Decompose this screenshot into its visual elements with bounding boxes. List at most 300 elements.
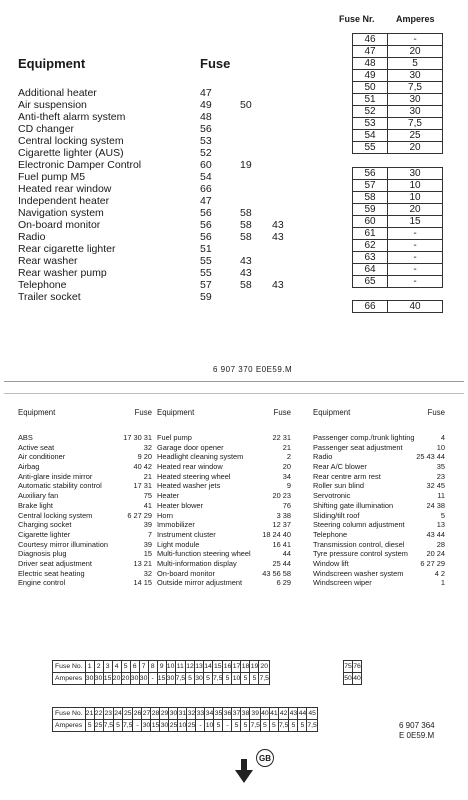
fuse-number-cell: 7	[139, 661, 148, 673]
equipment-row	[157, 472, 291, 482]
equipment-name: Air suspension	[18, 99, 87, 111]
equipment-name: Electronic Damper Control	[18, 159, 142, 171]
fuse-amperes: 30	[409, 168, 421, 179]
equipment-fuse-number: 43	[272, 279, 284, 291]
equipment-row	[313, 569, 445, 579]
equipment-row	[157, 549, 291, 559]
equipment-row	[313, 549, 445, 559]
equipment-name: Heated rear window	[18, 183, 112, 195]
equipment-row	[157, 462, 291, 472]
equipment-name: Electric seat heating	[18, 568, 85, 578]
fuse-number: 62	[353, 240, 388, 251]
fuse-rating-row	[353, 129, 442, 141]
equipment-name: Air conditioner	[18, 452, 66, 462]
fuse-amperes: 20	[409, 46, 421, 57]
fuse-number-cell: 35	[214, 708, 223, 720]
equipment-name: Independent heater	[18, 195, 110, 207]
equipment-rows	[157, 433, 291, 588]
amperes-cell: 7,5	[250, 720, 260, 732]
equipment-name: Cigarette lighter (AUS)	[18, 147, 124, 159]
amperes-cell: 5	[260, 720, 269, 732]
equipment-fuses: 2	[286, 452, 291, 462]
fuse-number: 63	[353, 252, 388, 263]
equipment-name: Heated steering wheel	[157, 471, 231, 481]
equipment-name: Heated washer jets	[157, 481, 221, 491]
amperes-cell: 5	[223, 673, 232, 685]
fuse-amperes: 30	[409, 106, 421, 117]
equipment-name: Telephone	[18, 279, 67, 291]
fuse-number-cell: 21	[85, 708, 94, 720]
fuse-number-cell: 1	[85, 661, 94, 673]
equipment-name: Additional heater	[18, 87, 97, 99]
fuse-rating-row	[353, 168, 442, 179]
fuse-amperes-table-2	[52, 707, 318, 732]
fuse-number-cell: 31	[178, 708, 187, 720]
amperes-cell: 5	[85, 720, 94, 732]
equipment-row	[18, 481, 152, 491]
equipment-fuse-number: 58	[240, 231, 252, 243]
fuse-number-cell: 5	[121, 661, 130, 673]
fuse-rating-row	[353, 81, 442, 93]
equipment-name: Anti-glare inside mirror	[18, 471, 93, 481]
equipment-row	[18, 549, 152, 559]
equipment-header: Equipment	[313, 408, 351, 417]
equipment-name: On-board monitor	[157, 568, 215, 578]
fuse-number-cell: 39	[250, 708, 260, 720]
amperes-cell: 5	[204, 673, 213, 685]
equipment-name: Immobilizer	[157, 520, 195, 530]
fuse-number-cell: 32	[187, 708, 196, 720]
fuse-number-cell: 34	[205, 708, 214, 720]
equipment-name: Trailer socket	[18, 291, 81, 303]
amperes-cell: 5	[269, 720, 278, 732]
part-number-top: 6 907 370 E0E59.M	[213, 365, 293, 374]
equipment-fuses: 35	[436, 462, 445, 472]
equipment-fuses: 44	[282, 549, 291, 559]
equipment-name: On-board monitor	[18, 219, 101, 231]
fuse-amperes: -	[413, 264, 417, 275]
equipment-column-2	[157, 408, 291, 588]
amperes-cell: 20	[121, 673, 130, 685]
fuse-amperes-table-1b	[343, 660, 362, 685]
fuse-heading: Fuse	[200, 56, 231, 71]
equipment-fuses: 22 31	[272, 433, 291, 442]
amperes-row	[53, 720, 318, 732]
amperes-cell: 7,5	[278, 720, 288, 732]
equipment-fuses: 6 27 29	[420, 558, 445, 568]
equipment-fuses: 1	[440, 578, 445, 588]
equipment-fuse-number: 19	[240, 159, 252, 171]
fuse-rating-row	[353, 191, 442, 203]
equipment-name: Auxiliary fan	[18, 491, 59, 501]
equipment-row	[18, 472, 152, 482]
equipment-fuse-number: 58	[240, 207, 252, 219]
equipment-fuses: 7	[147, 529, 152, 539]
fuse-amperes: -	[413, 240, 417, 251]
amperes-row	[344, 673, 362, 685]
equipment-fuse-number: 60	[200, 159, 212, 171]
fuse-number-cell: 2	[94, 661, 103, 673]
equipment-fuses: 17 31	[133, 481, 152, 491]
equipment-name: Multi-information display	[157, 558, 237, 568]
equipment-row	[313, 578, 445, 588]
equipment-row	[18, 520, 152, 530]
fuse-number-cell: 41	[269, 708, 278, 720]
equipment-name: Rear A/C blower	[313, 462, 367, 472]
fuse-number-cell: 30	[169, 708, 178, 720]
equipment-name: Driver seat adjustment	[18, 558, 92, 568]
fuse-rating-row	[353, 251, 442, 263]
equipment-fuses: 11	[437, 491, 445, 501]
fuse-number-cell: 45	[307, 708, 317, 720]
equipment-row	[18, 462, 152, 472]
equipment-fuse-number: 43	[240, 267, 252, 279]
fuse-rating-row	[353, 105, 442, 117]
amperes-cell: 30	[160, 720, 169, 732]
equipment-name: Window lift	[313, 558, 349, 568]
equipment-name: Passenger comp./trunk lighting	[313, 433, 415, 442]
equipment-heading: Equipment	[18, 56, 86, 71]
equipment-fuse-number: 43	[272, 219, 284, 231]
fuse-number: 49	[353, 70, 388, 81]
equipment-row	[157, 559, 291, 569]
fuse-group	[352, 300, 443, 313]
fuse-rating-row	[353, 263, 442, 275]
equipment-header: Equipment	[18, 408, 56, 417]
equipment-name: Charging socket	[18, 520, 72, 530]
equipment-fuses: 13	[436, 520, 445, 530]
equipment-name: Light module	[157, 539, 200, 549]
fuse-number-cell: 4	[112, 661, 121, 673]
fuse-number-cell: 18	[241, 661, 250, 673]
equipment-fuses: 21	[282, 442, 291, 452]
equipment-name: Horn	[157, 510, 174, 520]
equipment-name: Tyre pressure control system	[313, 549, 408, 559]
equipment-fuse-number: 52	[200, 147, 212, 159]
equipment-name: Diagnosis plug	[18, 549, 67, 559]
fuse-number-cell: 27	[142, 708, 151, 720]
fuse-number-cell: 17	[232, 661, 241, 673]
equipment-column-1	[18, 408, 152, 588]
equipment-fuses: 28	[436, 539, 445, 549]
equipment-row	[18, 530, 152, 540]
equipment-fuses: 4 2	[434, 568, 445, 578]
fuse-number-cell: 42	[278, 708, 288, 720]
equipment-fuses: 76	[282, 500, 291, 510]
fuse-rating-row	[353, 45, 442, 57]
equipment-name: Rear cigarette lighter	[18, 243, 116, 255]
equipment-fuses: 20	[282, 462, 291, 472]
equipment-fuse-number: 47	[200, 195, 212, 207]
fuse-number-header: Fuse Nr.	[339, 14, 375, 24]
equipment-name: Servotronic	[313, 491, 351, 501]
column-header	[313, 408, 445, 420]
fuse-amperes: 5	[412, 58, 418, 69]
fuse-number: 50	[353, 82, 388, 93]
fuse-number-cell: 40	[260, 708, 269, 720]
equipment-fuses: 25 43 44	[416, 452, 445, 462]
fuse-amperes: 20	[409, 204, 421, 215]
equipment-fuses: 10	[436, 442, 445, 452]
equipment-fuse-number: 56	[200, 219, 212, 231]
part-number-line-1: 6 907 364	[399, 721, 435, 730]
fuse-rating-row	[353, 179, 442, 191]
fuse-header: Fuse	[273, 408, 291, 417]
fuse-number: 59	[353, 204, 388, 215]
fuse-no-label: Fuse No.	[53, 661, 86, 673]
fuse-number: 65	[353, 276, 388, 287]
equipment-fuses: 6 27 29	[127, 510, 152, 520]
equipment-fuse-number: 54	[200, 171, 212, 183]
fuse-rating-row	[353, 215, 442, 227]
fuse-number-cell: 23	[103, 708, 113, 720]
equipment-row	[18, 569, 152, 579]
amperes-cell: 25	[94, 720, 103, 732]
equipment-fuses: 17 30 31	[123, 433, 152, 442]
equipment-row	[313, 559, 445, 569]
amperes-cell: 15	[157, 673, 166, 685]
equipment-name: Airbag	[18, 462, 40, 472]
equipment-fuses: 9 20	[137, 452, 152, 462]
equipment-fuses: 21	[143, 471, 152, 481]
equipment-fuse-number: 43	[240, 255, 252, 267]
fuse-number-cell: 14	[204, 661, 213, 673]
equipment-row	[313, 443, 445, 453]
equipment-name: Steering column adjustment	[313, 520, 405, 530]
equipment-fuses: 16 41	[272, 539, 291, 549]
fuse-number-cell: 22	[94, 708, 103, 720]
equipment-row	[313, 530, 445, 540]
equipment-row	[157, 578, 291, 588]
equipment-fuse-number: 58	[240, 279, 252, 291]
fuse-number: 56	[353, 168, 388, 179]
amperes-cell: 30	[166, 673, 175, 685]
equipment-row	[313, 472, 445, 482]
equipment-row	[157, 443, 291, 453]
equipment-name: Central locking system	[18, 135, 124, 147]
amperes-cell: 30	[85, 673, 94, 685]
equipment-name: Passenger seat adjustment	[313, 442, 403, 452]
equipment-row	[157, 481, 291, 491]
amperes-cell: 7,5	[103, 720, 113, 732]
equipment-fuses: 40 42	[133, 462, 152, 472]
fuse-number: 58	[353, 192, 388, 203]
fuse-number-cell: 38	[241, 708, 250, 720]
equipment-fuses: 32	[143, 568, 152, 578]
equipment-fuses: 15	[143, 549, 152, 559]
fuse-number: 64	[353, 264, 388, 275]
equipment-row	[157, 501, 291, 511]
equipment-fuse-number: 57	[200, 279, 212, 291]
fuse-number-cell: 15	[213, 661, 223, 673]
equipment-name: Active seat	[18, 442, 55, 452]
equipment-fuse-number: 43	[272, 231, 284, 243]
fuse-number-cell: 36	[223, 708, 232, 720]
equipment-fuses: 24 38	[426, 500, 445, 510]
amperes-cell: 7,5	[175, 673, 185, 685]
fuse-number-cell: 75	[344, 661, 353, 673]
fuse-number-cell: 44	[298, 708, 307, 720]
equipment-name: Rear washer pump	[18, 267, 107, 279]
fuse-number: 55	[353, 142, 388, 153]
fuse-number: 60	[353, 216, 388, 227]
fuse-amperes: 30	[409, 70, 421, 81]
equipment-fuses: 41	[143, 500, 152, 510]
fuse-number-cell: 19	[250, 661, 259, 673]
fuse-number-cell: 16	[223, 661, 232, 673]
fuse-rating-row	[353, 275, 442, 287]
amperes-cell: 15	[151, 720, 160, 732]
equipment-fuses: 9	[286, 481, 291, 491]
fuse-rating-row	[353, 141, 442, 153]
amperes-label: Amperes	[53, 673, 86, 685]
fuse-amperes: 40	[409, 301, 421, 312]
equipment-row	[157, 433, 291, 443]
fuse-number-cell: 37	[232, 708, 241, 720]
fuse-number-cell: 6	[130, 661, 139, 673]
equipment-row	[18, 433, 152, 443]
equipment-fuse-number: 56	[200, 123, 212, 135]
amperes-cell: 7,5	[259, 673, 269, 685]
fuse-number: 61	[353, 228, 388, 239]
equipment-fuses: 13 21	[133, 558, 152, 568]
equipment-name: Headlight cleaning system	[157, 452, 244, 462]
fuse-number-row	[344, 661, 362, 673]
fuse-rating-row	[353, 227, 442, 239]
fuse-amperes: 15	[409, 216, 421, 227]
equipment-name: ABS	[18, 433, 33, 442]
equipment-fuse-number: 49	[200, 99, 212, 111]
amperes-cell: 20	[112, 673, 121, 685]
equipment-row	[18, 491, 152, 501]
equipment-name: Radio	[18, 231, 46, 243]
fuse-number-cell: 24	[114, 708, 123, 720]
equipment-name: Anti-theft alarm system	[18, 111, 126, 123]
fuse-number: 47	[353, 46, 388, 57]
fuse-number-cell: 76	[353, 661, 362, 673]
equipment-fuses: 20 23	[272, 491, 291, 501]
fuse-rating-row	[353, 93, 442, 105]
equipment-name: CD changer	[18, 123, 75, 135]
fuse-number-cell: 3	[103, 661, 112, 673]
fuse-number-cell: 29	[160, 708, 169, 720]
equipment-fuses: 20 24	[426, 549, 445, 559]
amperes-cell: 10	[205, 720, 214, 732]
equipment-fuse-number: 56	[200, 207, 212, 219]
fuse-number: 57	[353, 180, 388, 191]
fuse-rating-row	[353, 69, 442, 81]
equipment-fuses: 12 37	[272, 520, 291, 530]
fuse-number-row	[53, 661, 270, 673]
fuse-rating-row	[353, 117, 442, 129]
equipment-fuses: 39	[143, 520, 152, 530]
fuse-number: 46	[353, 34, 388, 45]
equipment-name: Radio	[313, 452, 333, 462]
amperes-cell: 50	[344, 673, 353, 685]
part-number-line-2: E 0E59.M	[399, 731, 435, 740]
equipment-name: Fuel pump	[157, 433, 192, 442]
amperes-cell: 5	[114, 720, 123, 732]
fuse-rating-row	[353, 301, 442, 312]
equipment-row	[18, 452, 152, 462]
equipment-row	[157, 540, 291, 550]
equipment-row	[157, 520, 291, 530]
fuse-number-cell: 10	[166, 661, 175, 673]
equipment-row	[18, 443, 152, 453]
equipment-fuses: 25 44	[272, 558, 291, 568]
amperes-cell: 15	[103, 673, 112, 685]
fuse-card-bottom	[4, 393, 464, 796]
amperes-cell: 7,5	[213, 673, 223, 685]
amperes-cell: 30	[94, 673, 103, 685]
fuse-number-row	[53, 708, 318, 720]
equipment-row	[18, 559, 152, 569]
amperes-cell: 25	[169, 720, 178, 732]
equipment-name: Central locking system	[18, 510, 93, 520]
equipment-fuses: 32	[143, 442, 152, 452]
equipment-name: Outside mirror adjustment	[157, 578, 243, 588]
equipment-row	[313, 501, 445, 511]
fuse-amperes: -	[413, 252, 417, 263]
equipment-fuses: 43 56 58	[262, 568, 291, 578]
fuse-number-cell: 43	[289, 708, 298, 720]
equipment-fuse-number: 47	[200, 87, 212, 99]
equipment-row	[18, 540, 152, 550]
fuse-group	[352, 167, 443, 288]
equipment-name: Heated rear window	[157, 462, 223, 472]
amperes-cell: -	[196, 720, 205, 732]
fuse-rating-row	[353, 34, 442, 45]
fuse-header: Fuse	[427, 408, 445, 417]
amperes-cell: 10	[178, 720, 187, 732]
equipment-fuses: 34	[282, 471, 291, 481]
equipment-row	[157, 491, 291, 501]
equipment-row	[18, 578, 152, 588]
equipment-rows	[313, 433, 445, 588]
equipment-row	[313, 511, 445, 521]
amperes-cell: 30	[195, 673, 204, 685]
equipment-name: Telephone	[313, 529, 348, 539]
fuse-amperes: -	[413, 34, 417, 45]
equipment-row	[157, 530, 291, 540]
equipment-name: Heater blower	[157, 500, 204, 510]
equipment-fuses: 5	[440, 510, 445, 520]
fuse-number-cell: 33	[196, 708, 205, 720]
fuse-number-cell: 9	[157, 661, 166, 673]
equipment-fuse-number: 53	[200, 135, 212, 147]
equipment-row	[313, 481, 445, 491]
equipment-fuse-number: 59	[200, 291, 212, 303]
fuse-number: 51	[353, 94, 388, 105]
equipment-fuse-number: 66	[200, 183, 212, 195]
equipment-rows	[18, 433, 152, 588]
fuse-group	[352, 33, 443, 154]
fuse-amperes-table-1	[52, 660, 270, 685]
amperes-cell: 5	[214, 720, 223, 732]
amperes-cell: 30	[130, 673, 139, 685]
amperes-row	[53, 673, 270, 685]
amperes-cell: -	[223, 720, 232, 732]
column-header	[18, 408, 152, 420]
fuse-no-label: Fuse No.	[53, 708, 86, 720]
equipment-header: Equipment	[157, 408, 195, 417]
equipment-name: Brake light	[18, 500, 53, 510]
fuse-header: Fuse	[134, 408, 152, 417]
fuse-number: 66	[353, 301, 388, 312]
equipment-fuses: 43 44	[426, 529, 445, 539]
equipment-fuse-number: 48	[200, 111, 212, 123]
fuse-amperes: 7,5	[408, 82, 422, 93]
